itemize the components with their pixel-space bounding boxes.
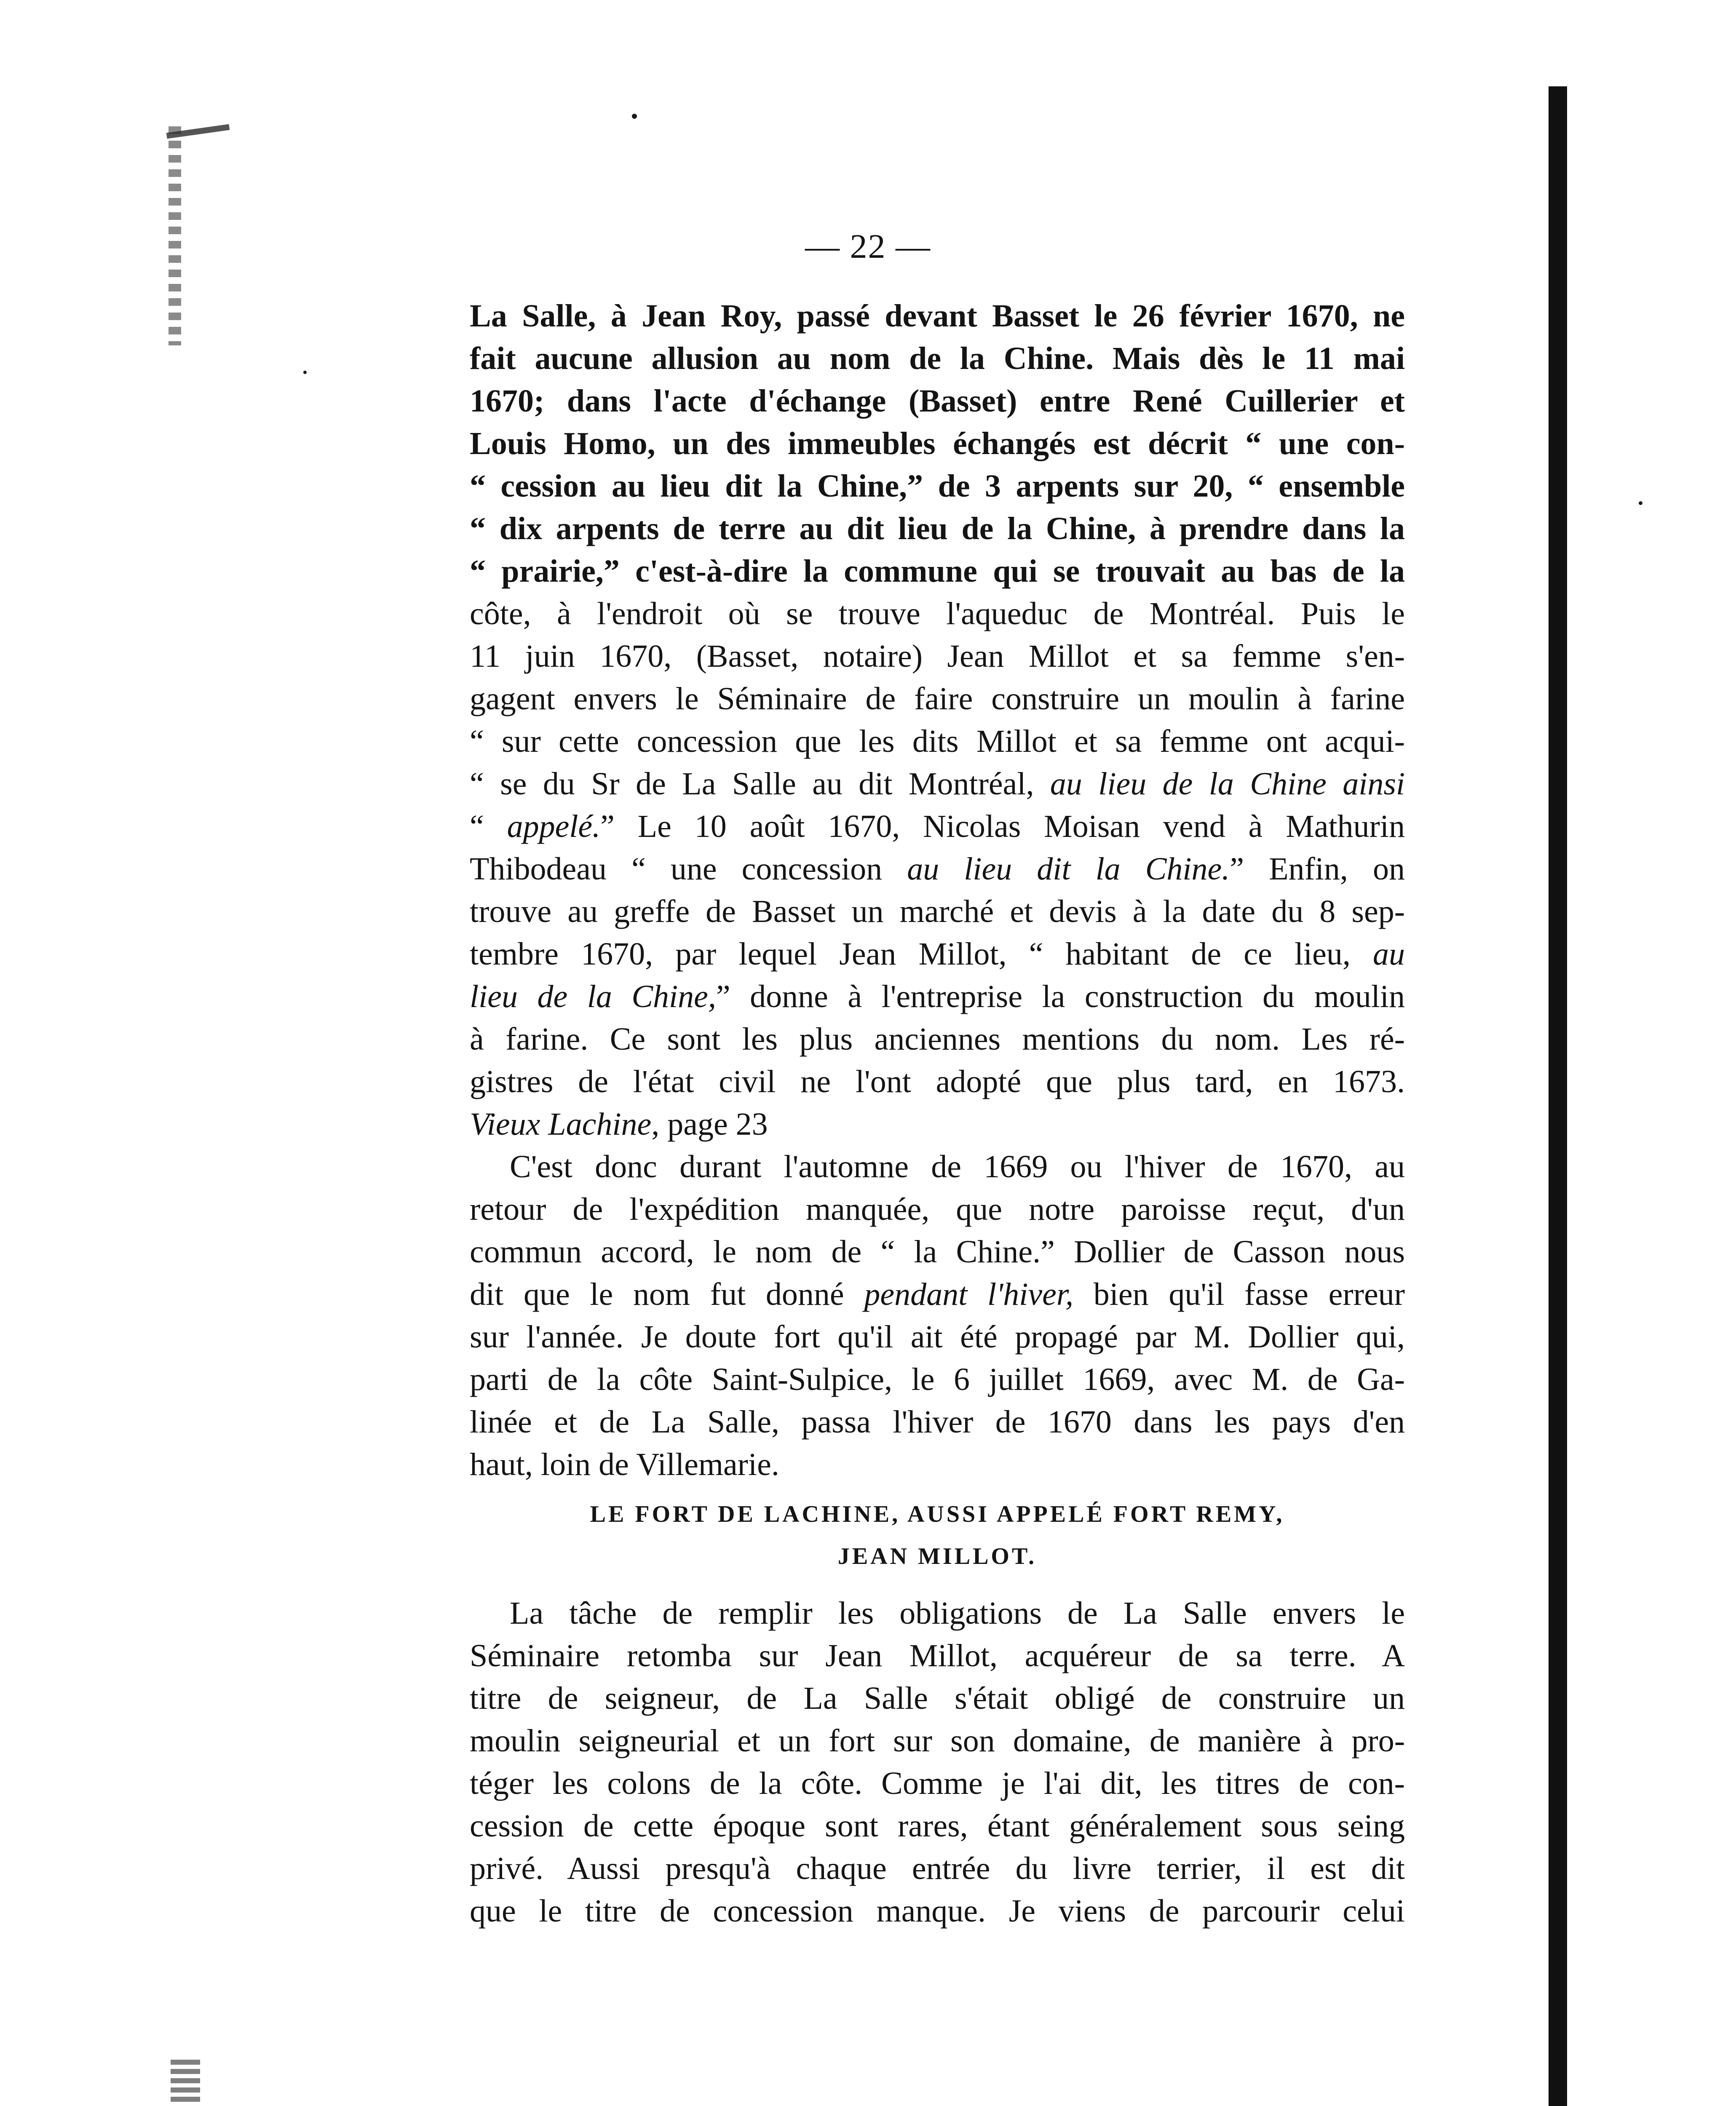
section-heading (470, 1493, 1405, 1577)
text-line: linée et de La Salle, passa l'hiver de 1670 dans les pays d'en (470, 1404, 1405, 1440)
italic-run: pendant l'hiver, (864, 1277, 1074, 1312)
text-line: commun accord, le nom de “ la Chine.” Dollier de Casson nous (470, 1234, 1405, 1269)
text-line: cession de cette époque sont rares, étant généralement sous seing (470, 1808, 1405, 1844)
text-line: “ dix arpents de terre au dit lieu de la Chine, à prendre dans la (470, 511, 1405, 546)
text-line: titre de seigneur, de La Salle s'était obligé de construire un (470, 1681, 1405, 1716)
text-run: , page 23 (651, 1106, 768, 1142)
italic-run: lieu de la Chine, (470, 979, 716, 1014)
ink-speck (632, 114, 637, 119)
text-line: téger les colons de la côte. Comme je l'ai dit, les titres de con- (470, 1766, 1405, 1801)
text-line: trouve au greffe de Basset un marché et devis à la date du 8 sep- (470, 894, 1405, 929)
text-run: Thibodeau “ une concession (470, 851, 907, 887)
text-line: haut, loin de Villemarie. (470, 1447, 779, 1482)
text-line: que le titre de concession manque. Je viens de parcourir celui (470, 1893, 1405, 1929)
text-line: Louis Homo, un des immeubles échangés est décrit “ une con- (470, 426, 1405, 461)
italic-run: Vieux Lachine (470, 1106, 652, 1142)
text-line: Séminaire retomba sur Jean Millot, acquéreur de sa terre. A (470, 1638, 1405, 1673)
text-line: privé. Aussi presqu'à chaque entrée du livre terrier, il est dit (470, 1851, 1405, 1886)
text-line: fait aucune allusion au nom de la Chine. Mais dès le 11 mai (470, 341, 1405, 376)
binding-edge-bar (1549, 86, 1567, 2106)
ink-speck (303, 371, 307, 374)
text-line: parti de la côte Saint-Sulpice, le 6 juillet 1669, avec M. de Ga- (470, 1362, 1405, 1397)
text-line (470, 933, 1405, 975)
italic-run: appelé. (507, 809, 601, 844)
text-run: bien qu'il fasse erreur (1073, 1277, 1405, 1312)
italic-run: au lieu dit la Chine. (907, 851, 1230, 887)
italic-run: au (1373, 936, 1405, 972)
text-run: dit que le nom fut donné (470, 1277, 864, 1312)
text-line: gistres de l'état civil ne l'ont adopté que plus tard, en 1673. (470, 1064, 1405, 1099)
text-line: côte, à l'endroit où se trouve l'aqueduc de Montréal. Puis le (470, 596, 1405, 631)
text-line: sur l'année. Je doute fort qu'il ait été propagé par M. Dollier qui, (470, 1319, 1405, 1355)
text-run: tembre 1670, par lequel Jean Millot, “ habitant de ce lieu, (470, 936, 1373, 972)
text-run: ” donne à l'entreprise la construction du moulin (716, 979, 1405, 1014)
text-line: “ cession au lieu dit la Chine,” de 3 arpents sur 20, “ ensemble (470, 468, 1405, 504)
section-heading-line: JEAN MILLOT. (837, 1543, 1037, 1569)
text-run: ” Enfin, on (1230, 851, 1405, 887)
text-line: La Salle, à Jean Roy, passé devant Basset le 26 février 1670, ne (470, 298, 1405, 334)
section-heading-line: LE FORT DE LACHINE, AUSSI APPELÉ FORT REMY, (590, 1501, 1285, 1527)
text-line: retour de l'expédition manquée, que notre paroisse reçut, d'un (470, 1192, 1405, 1227)
text-line: “ prairie,” c'est-à-dire la commune qui se trouvait au bas de la (470, 553, 1405, 589)
text-run: “ se du Sr de La Salle au dit Montréal, (470, 766, 1050, 802)
page-number: — 22 — (805, 227, 931, 265)
text-line (470, 848, 1405, 890)
text-line: C'est donc durant l'automne de 1669 ou l'hiver de 1670, au (510, 1149, 1405, 1184)
text-line: gagent envers le Séminaire de faire construire un moulin à farine (470, 681, 1405, 716)
text-line: moulin seigneurial et un fort sur son domaine, de manière à pro- (470, 1723, 1405, 1759)
body-text-upper (470, 295, 1405, 1486)
text-line: La tâche de remplir les obligations de La Salle envers le (510, 1596, 1405, 1631)
italic-run: au lieu de la Chine ainsi (1050, 766, 1405, 802)
text-run: “ (470, 809, 507, 844)
text-line: 1670; dans l'acte d'échange (Basset) entre René Cuillerier et (470, 383, 1405, 419)
scan-edge-artifact-bottom (171, 2060, 200, 2106)
text-line (470, 975, 1405, 1018)
text-line (470, 1273, 1405, 1316)
text-run: ” Le 10 août 1670, Nicolas Moisan vend à Mathurin (600, 809, 1405, 844)
text-line (470, 1103, 1405, 1146)
body-text-lower (470, 1592, 1405, 1932)
text-line: à farine. Ce sont les plus anciennes mentions du nom. Les ré- (470, 1021, 1405, 1057)
text-line (470, 805, 1405, 848)
ink-speck (1639, 501, 1642, 505)
text-line (470, 763, 1405, 805)
text-line: 11 juin 1670, (Basset, notaire) Jean Millot et sa femme s'en- (470, 639, 1405, 674)
text-line: “ sur cette concession que les dits Millot et sa femme ont acqui- (470, 724, 1405, 759)
